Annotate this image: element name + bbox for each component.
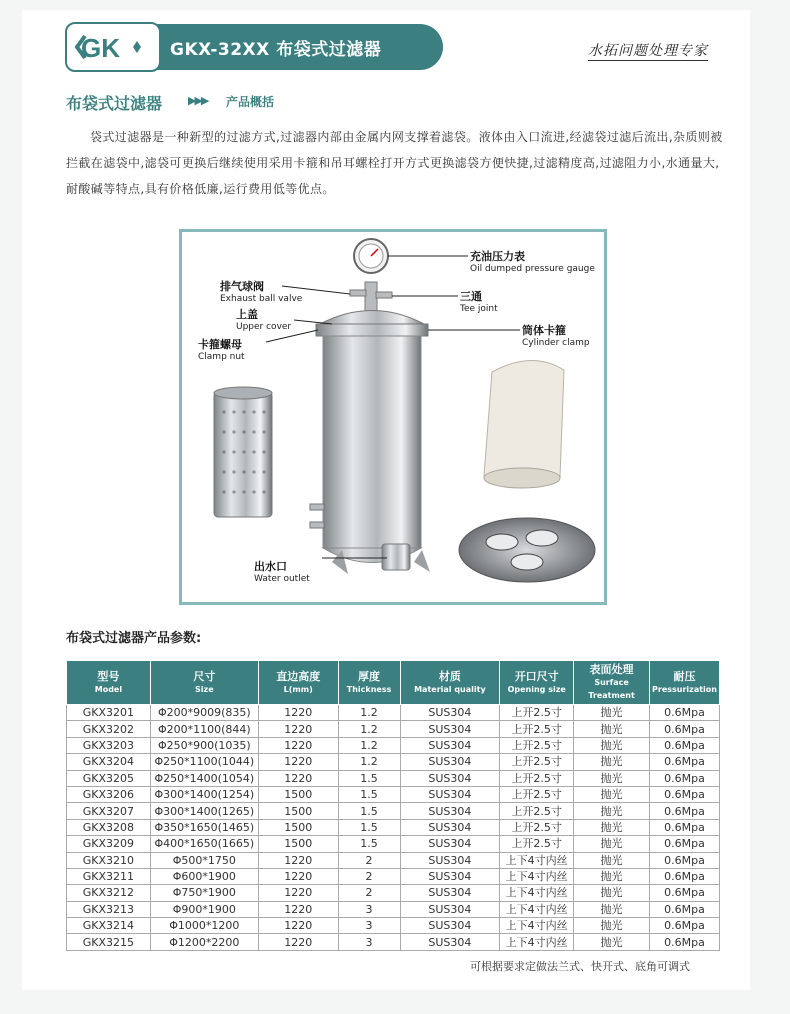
table-cell: 上开2.5寸	[500, 819, 574, 835]
table-cell: GKX3203	[67, 737, 151, 753]
table-cell: Φ750*1900	[150, 885, 258, 901]
table-cell: SUS304	[400, 819, 500, 835]
table-cell: 1.5	[338, 786, 400, 802]
table-cell: SUS304	[400, 885, 500, 901]
table-cell: Φ600*1900	[150, 868, 258, 884]
table-cell: 0.6Mpa	[649, 786, 719, 802]
table-cell: SUS304	[400, 901, 500, 917]
table-cell: Φ200*9009(835)	[150, 705, 258, 721]
table-cell: SUS304	[400, 705, 500, 721]
table-cell: 1.2	[338, 754, 400, 770]
table-row	[67, 901, 720, 917]
label-exhaust-valve: 排气球阀 Exhaust ball valve	[220, 280, 303, 304]
table-row	[67, 786, 720, 802]
table-cell: Φ500*1750	[150, 852, 258, 868]
table-cell: GKX3215	[67, 934, 151, 950]
table-cell: 1.2	[338, 721, 400, 737]
table-cell: GKX3209	[67, 836, 151, 852]
filter-bag-icon	[484, 360, 564, 488]
table-cell: 0.6Mpa	[649, 721, 719, 737]
table-cell: SUS304	[400, 786, 500, 802]
table-cell: 上下4寸内丝	[500, 885, 574, 901]
label-upper-cover: 上盖 Upper cover	[236, 308, 292, 332]
table-cell: 3	[338, 918, 400, 934]
label-clamp-nut: 卡箍螺母 Clamp nut	[198, 338, 245, 362]
table-row	[67, 803, 720, 819]
table-cell: GKX3214	[67, 918, 151, 934]
table-cell: 1500	[258, 786, 338, 802]
table-row	[67, 754, 720, 770]
table-row	[67, 819, 720, 835]
table-cell: 抛光	[574, 705, 650, 721]
footnote: 可根据要求定做法兰式、快开式、底角可调式	[470, 960, 690, 973]
table-row	[67, 934, 720, 950]
logo-text: GK	[81, 33, 120, 63]
table-cell: 1220	[258, 737, 338, 753]
table-cell: 上开2.5寸	[500, 786, 574, 802]
table-cell: 1220	[258, 901, 338, 917]
page-title: GKX-32XX 布袋式过滤器	[170, 40, 382, 60]
table-cell: 上下4寸内丝	[500, 868, 574, 884]
table-cell: 抛光	[574, 852, 650, 868]
table-row	[67, 737, 720, 753]
col-opening: 开口尺寸 Opening size	[500, 661, 574, 705]
table-cell: 抛光	[574, 770, 650, 786]
table-cell: 1220	[258, 770, 338, 786]
table-cell: SUS304	[400, 754, 500, 770]
table-cell: 0.6Mpa	[649, 836, 719, 852]
slogan: 水拓问题处理专家	[588, 40, 708, 61]
table-cell: 0.6Mpa	[649, 819, 719, 835]
col-thickness: 厚度 Thickness	[338, 661, 400, 705]
table-row	[67, 705, 720, 721]
table-cell: 1.5	[338, 770, 400, 786]
table-row	[67, 852, 720, 868]
header	[65, 22, 445, 72]
table-cell: 抛光	[574, 803, 650, 819]
table-cell: 1220	[258, 934, 338, 950]
table-cell: 0.6Mpa	[649, 885, 719, 901]
table-cell: 1220	[258, 918, 338, 934]
table-cell: GKX3204	[67, 754, 151, 770]
table-cell: SUS304	[400, 803, 500, 819]
table-cell: GKX3205	[67, 770, 151, 786]
table-cell: 1220	[258, 705, 338, 721]
table-cell: Φ250*1400(1054)	[150, 770, 258, 786]
table-cell: 上下4寸内丝	[500, 852, 574, 868]
label-water-outlet: 出水口 Water outlet	[254, 560, 310, 584]
table-cell: Φ300*1400(1265)	[150, 803, 258, 819]
col-material: 材质 Material quality	[400, 661, 500, 705]
table-cell: 上下4寸内丝	[500, 934, 574, 950]
table-cell: 上开2.5寸	[500, 770, 574, 786]
table-cell: 抛光	[574, 737, 650, 753]
triple-arrow-icon: ▶▶▶	[188, 94, 208, 107]
table-cell: GKX3206	[67, 786, 151, 802]
table-cell: 2	[338, 885, 400, 901]
params-title: 布袋式过滤器产品参数:	[66, 631, 202, 646]
table-cell: 0.6Mpa	[649, 770, 719, 786]
table-cell: 上下4寸内丝	[500, 918, 574, 934]
label-tee-joint: 三通 Tee joint	[460, 290, 498, 314]
table-cell: SUS304	[400, 868, 500, 884]
table-cell: Φ300*1400(1254)	[150, 786, 258, 802]
table-row	[67, 721, 720, 737]
table-row	[67, 770, 720, 786]
col-height: 直边高度 L(mm)	[258, 661, 338, 705]
col-model: 型号 Model	[67, 661, 151, 705]
table-cell: Φ200*1100(844)	[150, 721, 258, 737]
table-cell: Φ250*1100(1044)	[150, 754, 258, 770]
table-cell: 1500	[258, 836, 338, 852]
table-cell: 1220	[258, 721, 338, 737]
table-cell: 抛光	[574, 901, 650, 917]
table-cell: Φ400*1650(1665)	[150, 836, 258, 852]
table-row	[67, 885, 720, 901]
table-cell: 上开2.5寸	[500, 836, 574, 852]
table-cell: 1.2	[338, 737, 400, 753]
intro-paragraph: 袋式过滤器是一种新型的过滤方式,过滤器内部由金属内网支撑着滤袋。液体由入口流进,经滤袋过滤后流出,杂质则被拦截在滤袋中,滤袋可更换后继续使用采用卡箍和吊耳螺栓打开方式更换滤袋方便快捷,过滤精度高,过滤阻力小,水通量大,耐酸碱等特点,具有价格低廉,运行费用低等优点。	[66, 130, 723, 196]
table-cell: 抛光	[574, 885, 650, 901]
table-cell: Φ900*1900	[150, 901, 258, 917]
table-cell: GKX3201	[67, 705, 151, 721]
table-cell: GKX3211	[67, 868, 151, 884]
table-cell: 抛光	[574, 754, 650, 770]
col-pressure: 耐压 Pressurization	[649, 661, 719, 705]
table-cell: 抛光	[574, 918, 650, 934]
table-cell: 抛光	[574, 786, 650, 802]
table-cell: 上开2.5寸	[500, 803, 574, 819]
table-cell: SUS304	[400, 770, 500, 786]
table-cell: GKX3207	[67, 803, 151, 819]
table-cell: GKX3213	[67, 901, 151, 917]
table-row	[67, 918, 720, 934]
table-cell: 1500	[258, 803, 338, 819]
section-title: 布袋式过滤器	[66, 94, 163, 113]
table-cell: SUS304	[400, 918, 500, 934]
table-cell: SUS304	[400, 934, 500, 950]
table-cell: 1.5	[338, 836, 400, 852]
table-cell: 2	[338, 868, 400, 884]
table-cell: GKX3208	[67, 819, 151, 835]
label-cylinder-clamp: 筒体卡箍 Cylinder clamp	[522, 324, 590, 348]
table-cell: 上下4寸内丝	[500, 901, 574, 917]
table-cell: 上开2.5寸	[500, 754, 574, 770]
label-pressure-gauge: 充油压力表 Oil dumped pressure gauge	[470, 250, 595, 274]
table-cell: Φ1200*2200	[150, 934, 258, 950]
table-cell: 0.6Mpa	[649, 754, 719, 770]
table-cell: 抛光	[574, 721, 650, 737]
vessel-icon	[310, 239, 430, 574]
table-cell: 0.6Mpa	[649, 868, 719, 884]
table-cell: 1220	[258, 868, 338, 884]
params-table	[66, 660, 720, 951]
table-cell: 0.6Mpa	[649, 934, 719, 950]
logo-mark-icon	[67, 24, 159, 70]
table-cell: SUS304	[400, 721, 500, 737]
product-diagram	[179, 229, 607, 605]
table-cell: 1220	[258, 754, 338, 770]
col-size: 尺寸 Size	[150, 661, 258, 705]
table-cell: 上开2.5寸	[500, 721, 574, 737]
table-cell: Φ1000*1200	[150, 918, 258, 934]
table-row	[67, 836, 720, 852]
table-row	[67, 868, 720, 884]
col-surface: 表面处理 Surface Treatment	[574, 661, 650, 705]
table-cell: SUS304	[400, 852, 500, 868]
table-cell: 抛光	[574, 934, 650, 950]
section-subtitle: 产品概括	[226, 95, 275, 109]
table-cell: 0.6Mpa	[649, 901, 719, 917]
table-cell: 1220	[258, 852, 338, 868]
table-cell: Φ350*1650(1465)	[150, 819, 258, 835]
table-cell: 上开2.5寸	[500, 737, 574, 753]
table-cell: 0.6Mpa	[649, 705, 719, 721]
table-header-row	[67, 661, 720, 705]
table-cell: 0.6Mpa	[649, 803, 719, 819]
table-cell: 3	[338, 901, 400, 917]
table-cell: 0.6Mpa	[649, 737, 719, 753]
cover-plate-icon	[459, 518, 595, 582]
table-cell: GKX3202	[67, 721, 151, 737]
table-cell: 1.5	[338, 803, 400, 819]
table-cell: GKX3212	[67, 885, 151, 901]
table-cell: 2	[338, 852, 400, 868]
table-cell: 1500	[258, 819, 338, 835]
table-cell: 抛光	[574, 836, 650, 852]
table-cell: 上开2.5寸	[500, 705, 574, 721]
table-cell: Φ250*900(1035)	[150, 737, 258, 753]
table-cell: 1.2	[338, 705, 400, 721]
logo	[65, 22, 161, 72]
table-cell: 3	[338, 934, 400, 950]
table-cell: SUS304	[400, 836, 500, 852]
table-cell: 抛光	[574, 868, 650, 884]
basket-icon	[214, 387, 272, 517]
table-cell: SUS304	[400, 737, 500, 753]
table-cell: 0.6Mpa	[649, 852, 719, 868]
table-cell: 1220	[258, 885, 338, 901]
table-cell: GKX3210	[67, 852, 151, 868]
table-cell: 0.6Mpa	[649, 918, 719, 934]
table-cell: 抛光	[574, 819, 650, 835]
table-cell: 1.5	[338, 819, 400, 835]
